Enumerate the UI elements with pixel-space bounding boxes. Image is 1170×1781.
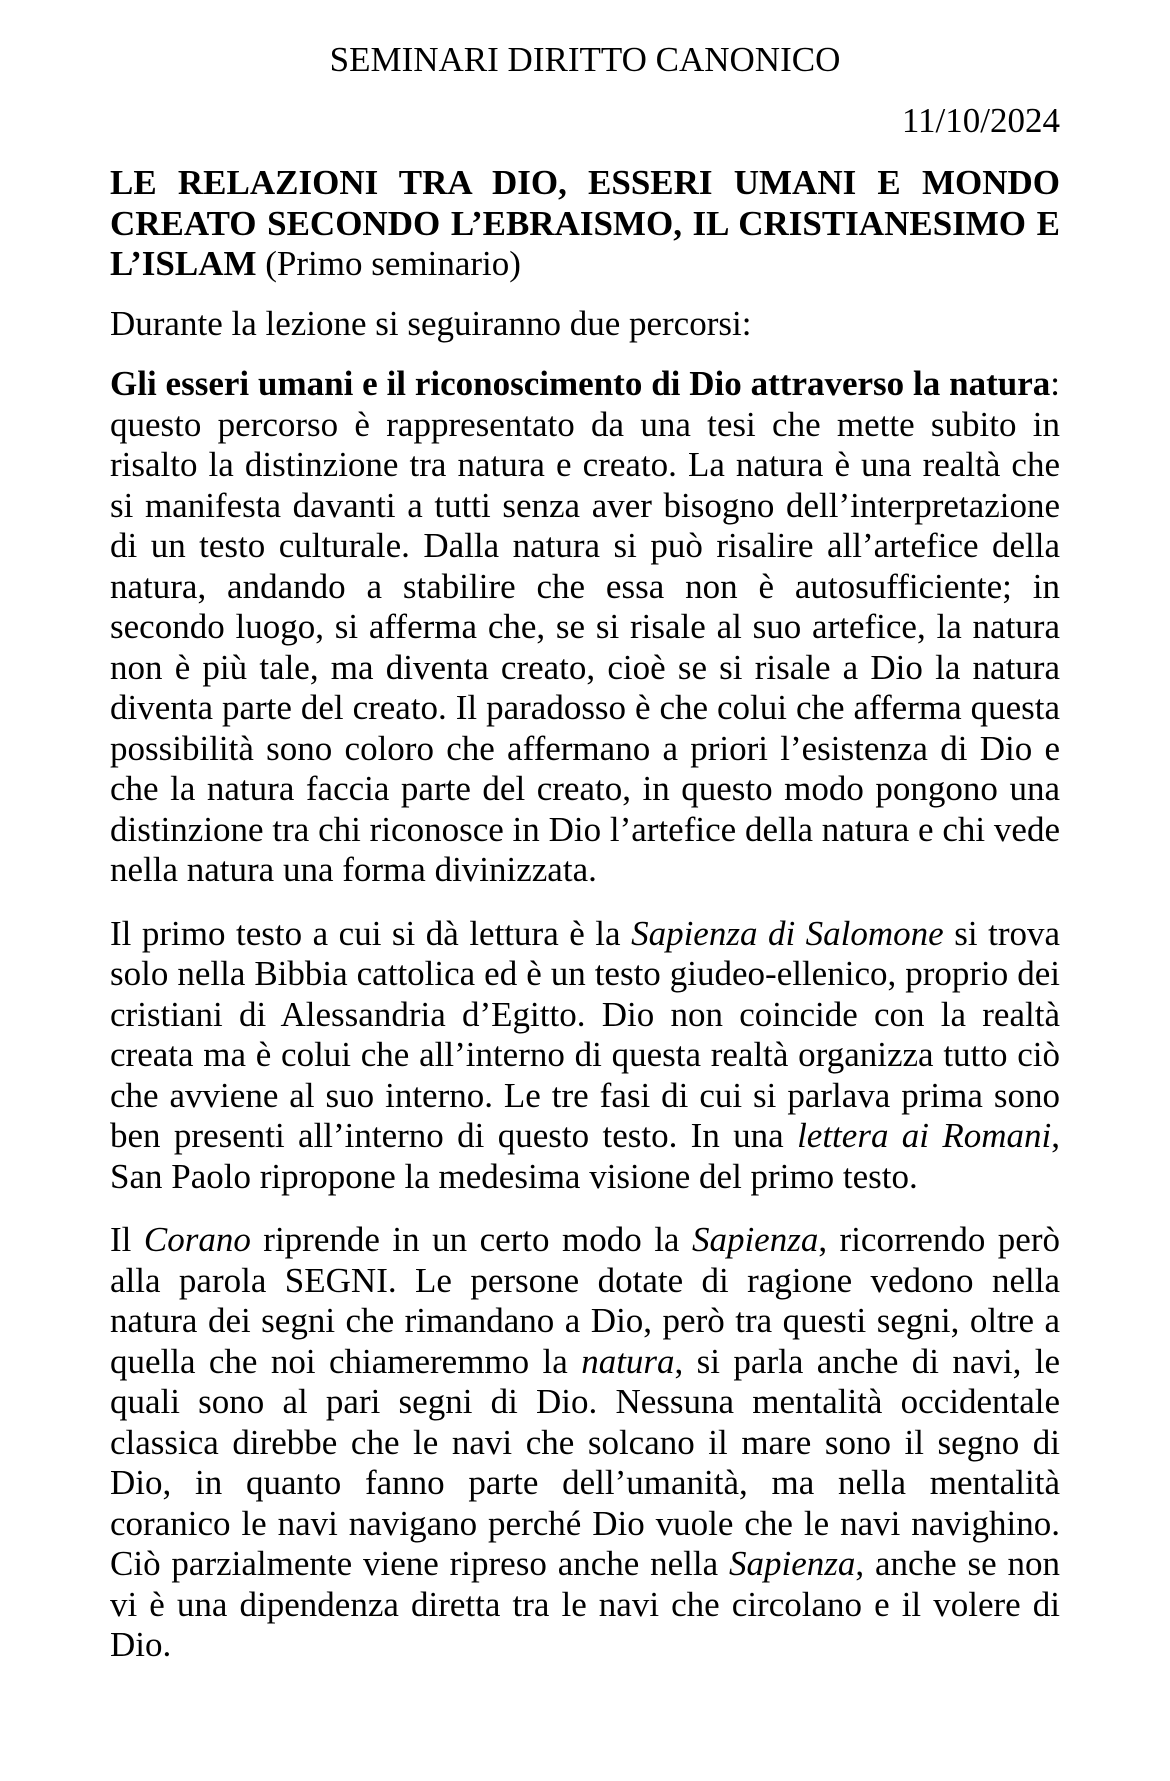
document-title: SEMINARI DIRITTO CANONICO <box>329 40 841 79</box>
body-paragraph: Il Corano riprende in un certo modo la Sapienza, ricorrendo però alla parola SEGNI. Le persone dotate di ragione vedono nella natura dei segni che rimandano a Dio, però tra questi segni, oltre a quella che noi chiameremmo la natura, si parla anche di navi, le quali sono al pari segni di Dio. Nessuna mentalità occidentale classica direbbe che le navi che solcano il mare sono il segno di Dio, in quanto fanno parte dell’umanità, ma nella mentalità coranico le navi navigano perché Dio vuole che le navi navighino. Ciò parzialmente viene ripreso anche nella Sapienza, anche se non vi è una dipendenza diretta tra le navi che circolano e il volere di Dio. <box>110 1220 1060 1664</box>
document-date: 11/10/2024 <box>901 100 1060 140</box>
document-heading: LE RELAZIONI TRA DIO, ESSERI UMANI E MONDO CREATO SECONDO L’EBRAISMO, IL CRISTIANESIMO E L’ISLAM (Primo seminario) <box>110 163 1060 283</box>
body-paragraph: Il primo testo a cui si dà lettura è la Sapienza di Salomone si trova solo nella Bibbia cattolica ed è un testo giudeo-ellenico, proprio dei cristiani di Alessandria d’Egitto. Dio non coincide con la realtà creata ma è colui che all’interno di questa realtà organizza tutto ciò che avviene al suo interno. Le tre fasi di cui si parlava prima sono ben presenti all’interno di questo testo. In una lettera ai Romani, San Paolo ripropone la medesima visione del primo testo. <box>110 913 1061 1196</box>
body-paragraph: Gli esseri umani e il riconoscimento di Dio attraverso la natura: questo percorso è rappresentato da una tesi che mette subito in risalto la distinzione tra natura e creato. La natura è una realtà che si manifesta davanti a tutti senza aver bisogno dell’interpretazione di un testo culturale. Dalla natura si può risalire all’artefice della natura, andando a stabilire che essa non è autosufficiente; in secondo luogo, si afferma che, se si risale al suo artefice, la natura non è più tale, ma diventa creato, cioè se si risale a Dio la natura diventa parte del creato. Il paradosso è che colui che afferma questa possibilità sono coloro che affermano a priori l’esistenza di Dio e che la natura faccia parte del creato, in questo modo pongono una distinzione tra chi riconosce in Dio l’artefice della natura e chi vede nella natura una forma divinizzata. <box>110 364 1060 889</box>
intro-paragraph: Durante la lezione si seguiranno due percorsi: <box>110 303 752 343</box>
